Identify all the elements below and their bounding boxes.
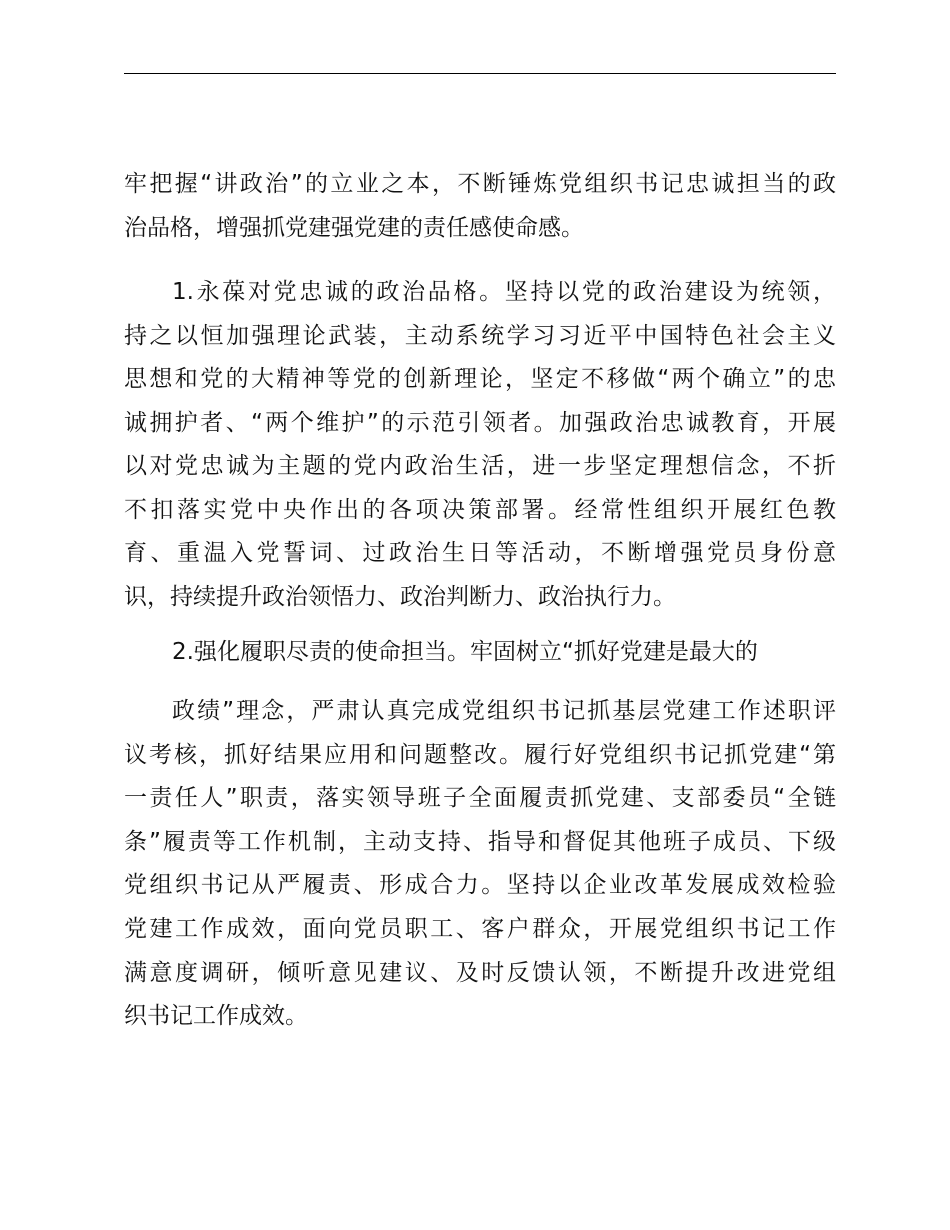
- text-line: 以对党忠诚为主题的党内政治生活，进一步坚定理想信念，不折: [124, 453, 836, 479]
- text-line: 治品格，增强抓党建强党建的责任感使命感。: [124, 215, 584, 241]
- header-rule: [124, 73, 836, 74]
- text-line: 政绩”理念，严肃认真完成党组织书记抓基层党建工作述职评: [172, 698, 836, 724]
- text-line: 党建工作成效，面向党员职工、客户群众，开展党组织书记工作: [124, 916, 836, 942]
- text-line: 织书记工作成效。: [124, 1003, 308, 1029]
- text-line: 1.永葆对党忠诚的政治品格。坚持以党的政治建设为统领，: [172, 279, 836, 305]
- text-line: 识，持续提升政治领悟力、政治判断力、政治执行力。: [124, 584, 676, 610]
- text-line: 满意度调研，倾听意见建议、及时反馈认领，不断提升改进党组: [124, 960, 836, 986]
- text-line: 育、重温入党誓词、过政治生日等活动，不断增强党员身份意: [124, 540, 836, 566]
- text-line: 持之以恒加强理论武装，主动系统学习习近平中国特色社会主义: [124, 323, 836, 349]
- text-line: 一责任人”职责，落实领导班子全面履责抓党建、支部委员“全链: [124, 785, 836, 811]
- text-line: 不扣落实党中央作出的各项决策部署。经常性组织开展红色教: [124, 497, 836, 523]
- text-line: 2.强化履职尽责的使命担当。牢固树立“抓好党建是最大的: [172, 639, 758, 665]
- text-line: 党组织书记从严履责、形成合力。坚持以企业改革发展成效检验: [124, 872, 836, 898]
- text-line: 牢把握“讲政治”的立业之本，不断锤炼党组织书记忠诚担当的政: [124, 171, 836, 197]
- text-line: 议考核，抓好结果应用和问题整改。履行好党组织书记抓党建“第: [124, 742, 836, 768]
- text-line: 条”履责等工作机制，主动支持、指导和督促其他班子成员、下级: [124, 829, 836, 855]
- text-line: 诚拥护者、“两个维护”的示范引领者。加强政治忠诚教育，开展: [124, 410, 836, 436]
- text-line: 思想和党的大精神等党的创新理论，坚定不移做“两个确立”的忠: [124, 366, 836, 392]
